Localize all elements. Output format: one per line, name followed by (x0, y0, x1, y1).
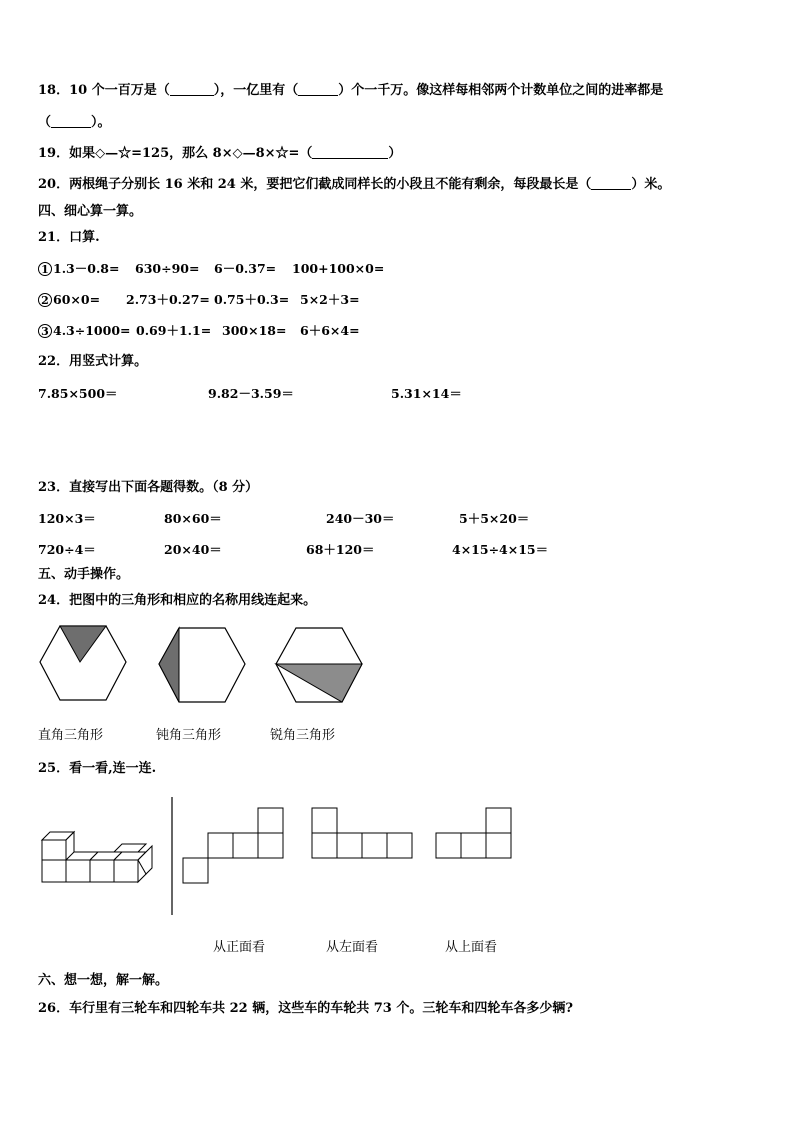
view-label-front: 从正面看 (213, 940, 266, 955)
q23-item: 68＋120＝ (306, 542, 375, 557)
q21-item: 0.75＋0.3= (214, 292, 290, 307)
question-21-title: 21．口算. (38, 230, 100, 245)
q21-item: 1.3－0.8= (53, 261, 120, 276)
q22-item: 5.31×14＝ (391, 386, 462, 401)
q23-item: 20×40＝ (164, 542, 222, 557)
q22-item: 7.85×500＝ (38, 386, 118, 401)
q23-item: 120×3＝ (38, 511, 96, 526)
question-24-title: 24．把图中的三角形和相应的名称用线连起来。 (38, 593, 317, 608)
q18-text-b: ），一亿里有（ (213, 83, 299, 98)
section-5-heading: 五、动手操作。 (38, 567, 130, 582)
view-label-top: 从上面看 (445, 940, 498, 955)
q19-text-b: ） (388, 146, 402, 161)
answer-blank[interactable] (170, 83, 214, 96)
q21-item: 300×18= (222, 323, 287, 338)
q22-item: 9.82－3.59＝ (208, 386, 294, 401)
triangle-label-obtuse: 钝角三角形 (156, 728, 222, 743)
grid-view-c (436, 807, 514, 861)
q23-item: 720÷4＝ (38, 542, 96, 557)
vertical-divider (171, 797, 173, 915)
view-label-left: 从左面看 (326, 940, 379, 955)
q23-item: 4×15÷4×15＝ (452, 542, 549, 557)
q21-item: 60×0= (53, 292, 101, 307)
answer-blank[interactable] (591, 177, 631, 190)
hexagon-figure-2 (157, 626, 247, 706)
q23-item: 80×60＝ (164, 511, 222, 526)
question-25-title: 25．看一看,连一连. (38, 761, 157, 776)
q23-item: 240－30＝ (326, 511, 395, 526)
q21-item: 0.69＋1.1= (136, 323, 212, 338)
triangle-label-right: 直角三角形 (38, 728, 104, 743)
question-20 (38, 177, 670, 193)
question-18-line2 (38, 115, 111, 131)
hexagon-figure-3 (274, 626, 364, 706)
question-22-title: 22．用竖式计算。 (38, 354, 148, 369)
q18-text-c: ）个一千万。像这样每相邻两个计数单位之间的进率都是 (338, 83, 664, 98)
grid-view-a (183, 807, 285, 885)
answer-blank[interactable] (51, 115, 91, 128)
q18-text-a: 18．10 个一百万是（ (38, 83, 170, 98)
q23-item: 5＋5×20＝ (459, 511, 530, 526)
answer-blank[interactable] (298, 83, 338, 96)
q21-item: 6－0.37= (214, 261, 277, 276)
circled-number: 2 (38, 293, 52, 307)
section-4-heading: 四、细心算一算。 (38, 204, 143, 219)
cube-stack-figure (40, 826, 160, 886)
q21-row-2 (38, 292, 100, 308)
q21-row-3 (38, 323, 130, 339)
grid-view-b (312, 807, 414, 861)
q18-text-d: （ (38, 115, 52, 130)
question-23-title: 23．直接写出下面各题得数。（8 分） (38, 480, 259, 495)
q21-row-1 (38, 261, 119, 277)
q21-item: 2.73＋0.27= (126, 292, 210, 307)
q21-item: 630÷90= (135, 261, 200, 276)
q18-text-e: ）。 (91, 115, 111, 130)
section-6-heading: 六、想一想，解一解。 (38, 973, 169, 988)
q21-item: 100+100×0= (292, 261, 385, 276)
q21-item: 5×2＋3= (300, 292, 360, 307)
triangle-label-acute: 锐角三角形 (270, 728, 336, 743)
hexagon-figure-1 (38, 624, 128, 704)
question-18-line1 (38, 83, 663, 99)
question-19 (38, 146, 401, 162)
q21-item: 6＋6×4= (300, 323, 360, 338)
circled-number: 1 (38, 262, 52, 276)
answer-blank[interactable] (312, 146, 388, 159)
q20-text-a: 20．两根绳子分别长 16 米和 24 米，要把它们截成同样长的小段且不能有剩余，每段最长是（ (38, 177, 592, 192)
q19-text-a: 19．如果◇—☆=125，那么 8×◇—8×☆=（ (38, 146, 313, 161)
q21-item: 4.3÷1000= (53, 323, 131, 338)
question-26: 26．车行里有三轮车和四轮车共 22 辆，这些车的车轮共 73 个。三轮车和四轮车各多少辆? (38, 1001, 573, 1016)
q20-text-b: ）米。 (631, 177, 671, 192)
circled-number: 3 (38, 324, 52, 338)
